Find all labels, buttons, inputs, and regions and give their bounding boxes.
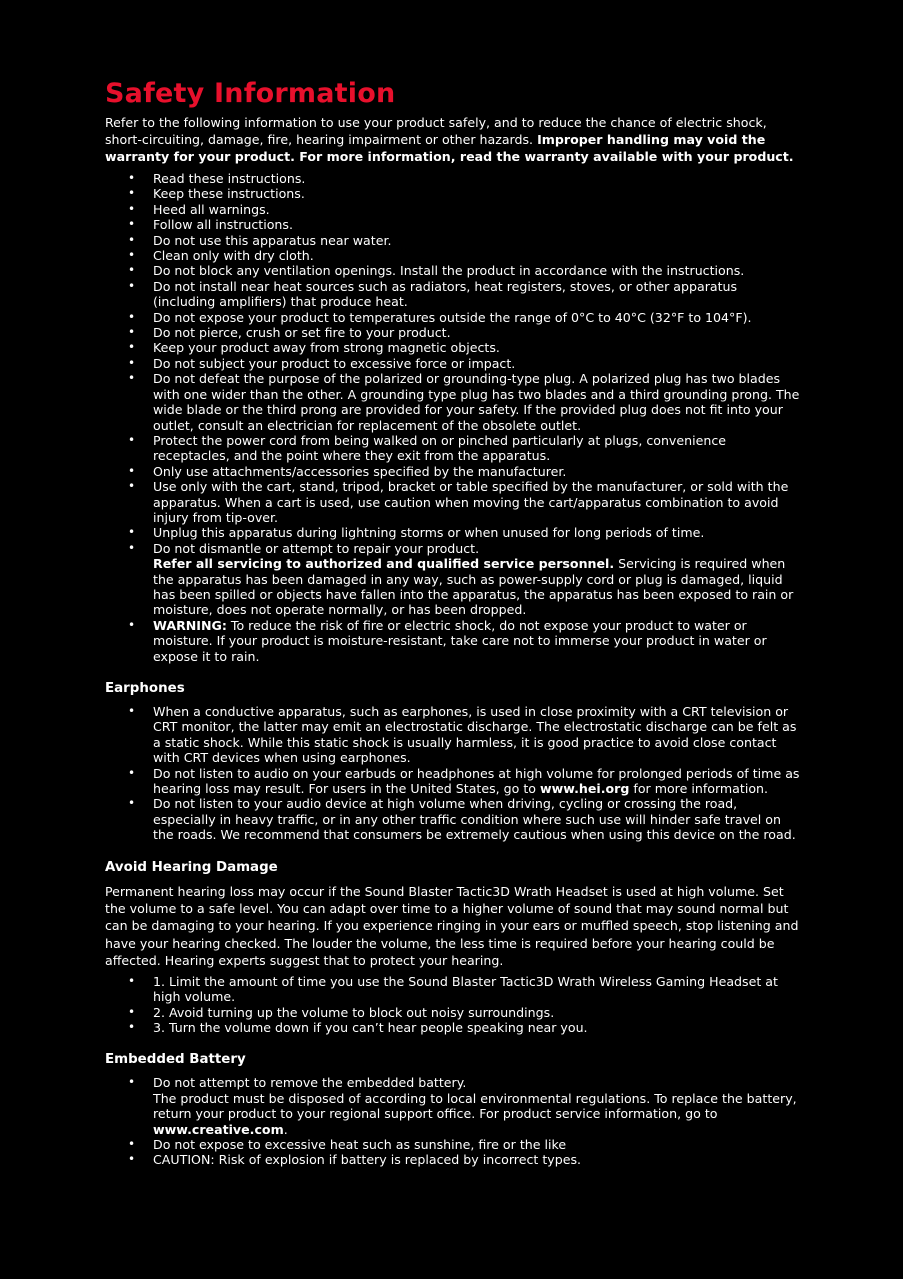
list-item: • Do not use this apparatus near water. [153, 233, 803, 248]
battery-line: • Do not attempt to remove the embedded battery. [153, 1075, 467, 1091]
list-item: • CAUTION: Risk of explosion if battery is replaced by incorrect types. [153, 1152, 803, 1167]
list-item: • Do not block any ventilation openings. Install the product in accordance with the instructions. [153, 263, 803, 278]
hei-link[interactable]: www.hei.org [540, 781, 630, 797]
battery-list [105, 1075, 803, 1167]
list-item: • Protect the power cord from being walked on or pinched particularly at plugs, convenience receptacles, and the point where they exit from the apparatus. [153, 433, 803, 464]
hearing-loss-text-end: for more information. [629, 781, 769, 797]
list-item: • Do not defeat the purpose of the polarized or grounding-type plug. A polarized plug has two blades with one wider than the other. A grounding type plug has two blades and a third grounding prong. The wide blade or the third prong are provided for your safety. If the provided plug does not fit into your outlet, consult an electrician for replacement of the obsolete outlet. [153, 371, 803, 433]
hearing-heading: Avoid Hearing Damage [105, 859, 278, 875]
creative-link[interactable]: www.creative.com [153, 1121, 284, 1137]
intro-text: Refer to the following information to use your product safely, and to reduce the chance of electric shock, short-circuiting, damage, fire, hearing impairment or other hazards. [105, 115, 767, 147]
warning-item [153, 618, 803, 664]
intro-paragraph [105, 114, 803, 165]
list-item: • Read these instructions. [153, 171, 803, 186]
hearing-list [105, 974, 803, 1036]
list-item: • 1. Limit the amount of time you use the Sound Blaster Tactic3D Wrath Wireless Gaming Headset at high volume. [153, 974, 803, 1005]
page-title: Safety Information [105, 78, 396, 109]
list-item [153, 766, 803, 797]
list-item: • When a conductive apparatus, such as earphones, is used in close proximity with a CRT television or CRT monitor, the latter may emit an electrostatic discharge. The electrostatic discharge can be felt as a static shock. While this static shock is usually harmless, it is good practice to avoid close contact with CRT devices when using earphones. [153, 704, 803, 766]
hearing-paragraph: Permanent hearing loss may occur if the Sound Blaster Tactic3D Wrath Headset is used at high volume. Set the volume to a safe level. You can adapt over time to a higher volume of sound that may sound normal but can be damaging to your hearing. If you experience ringing in your ears or muffled speech, stop listening and have your hearing checked. The louder the volume, the less time is required before your hearing could be affected. Hearing experts suggest that to protect your hearing. [105, 883, 799, 969]
list-item: • Do not install near heat sources such as radiators, heat registers, stoves, or other apparatus (including amplifiers) that produce heat. [153, 279, 803, 310]
list-item: • Keep these instructions. [153, 186, 803, 201]
list-item: • Keep your product away from strong magnetic objects. [153, 340, 803, 355]
servicing-item [153, 541, 803, 618]
servicing-line: • Do not dismantle or attempt to repair your product. [153, 540, 480, 556]
earphones-list [105, 704, 803, 843]
safety-list [105, 171, 803, 664]
earphones-heading: Earphones [105, 681, 185, 696]
list-item: • Clean only with dry cloth. [153, 248, 803, 263]
servicing-rest: Servicing is required when the apparatus has been damaged in any way, such as power-supply cord or plug is damaged, liquid has been spilled or objects have fallen into the apparatus, the apparatus has been exposed to rain or moisture, does not operate normally, or has been dropped. [153, 556, 794, 618]
list-item: • Heed all warnings. [153, 202, 803, 217]
warning-label: WARNING: [153, 617, 227, 633]
battery-period: . [283, 1121, 288, 1137]
hearing-loss-text: Do not listen to audio on your earbuds or headphones at high volume for prolonged periods of time as hearing loss may result. For users in the United States, go to [153, 765, 800, 797]
battery-heading: Embedded Battery [105, 1052, 246, 1068]
list-item: • Unplug this apparatus during lightning storms or when unused for long periods of time. [153, 525, 803, 540]
intro-warranty-note: Improper handling may void the warranty for your product. For more information, read the warranty available with your product. [105, 132, 794, 164]
list-item: • Follow all instructions. [153, 217, 803, 232]
list-item: • Do not pierce, crush or set fire to your product. [153, 325, 803, 340]
list-item: • 3. Turn the volume down if you can’t hear people speaking near you. [153, 1020, 803, 1035]
list-item: • 2. Avoid turning up the volume to block out noisy surroundings. [153, 1005, 803, 1020]
warning-text: To reduce the risk of fire or electric shock, do not expose your product to water or moisture. If your product is moisture-resistant, take care not to immerse your product in water or expose it to rain. [153, 617, 767, 664]
list-item: • Use only with the cart, stand, tripod, bracket or table specified by the manufacturer, or sold with the apparatus. When a cart is used, use caution when moving the cart/apparatus combination to avoid injury from tip-over. [153, 479, 803, 525]
battery-disposal-text: The product must be disposed of according to local environmental regulations. To replace the battery, return your product to your regional support office. For product service information, go to [153, 1090, 797, 1122]
list-item: • Do not expose to excessive heat such as sunshine, fire or the like [153, 1137, 803, 1152]
list-item [153, 1075, 803, 1137]
list-item: • Do not subject your product to excessive force or impact. [153, 356, 803, 371]
list-item: • Do not listen to your audio device at high volume when driving, cycling or crossing the road, especially in heavy traffic, or in any other traffic condition where such use will hinder safe travel on the roads. We recommend that consumers be extremely cautious when using this device on the road. [153, 796, 803, 842]
list-item: • Do not expose your product to temperatures outside the range of 0°C to 40°C (32°F to 104°F). [153, 310, 803, 325]
list-item: • Only use attachments/accessories specified by the manufacturer. [153, 464, 803, 479]
servicing-bold: Refer all servicing to authorized and qualified service personnel. [153, 556, 615, 572]
